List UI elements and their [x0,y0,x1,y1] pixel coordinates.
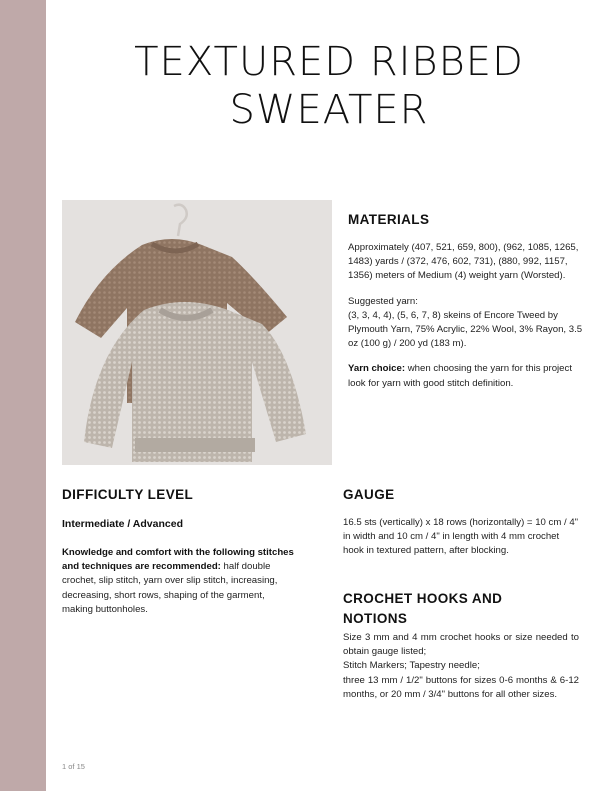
techniques-text: half double crochet, slip stitch, yarn over slip stitch, increasing, decreasing, short rows, shaping of the garment, making buttonholes. [62,561,278,615]
techniques-label: Knowledge and comfort with the following stitches and techniques are recommended: [62,547,294,573]
gauge-body: 16.5 sts (vertically) x 18 rows (horizontally) = 10 cm / 4" in width and 10 cm / 4" in length with 4 mm crochet hook in textured pattern, after blocking. [343,517,579,557]
materials-yardage: Approximately (407, 521, 659, 800), (962, 1085, 1265, 1483) yards / (372, 476, 602, 731), (880, 992, 1157, 1356) meters of Medium (4) weight yarn (Worsted). [348,242,579,282]
page-number: 1 of 15 [62,762,85,771]
difficulty-heading: DIFFICULTY LEVEL [62,487,194,502]
hooks-heading [343,589,502,629]
hooks-buttons: three 13 mm / 1/2" buttons for sizes 0-6 months & 6-12 months, or 20 mm / 3/4" buttons for all other sizes. [343,674,579,700]
side-accent-bar [0,0,46,791]
hooks-notions: Stitch Markers; Tapestry needle; [343,660,480,672]
page-title [46,38,612,134]
suggested-yarn-label: Suggested yarn: [348,295,418,307]
title-line-1: TEXTURED RIBBED [134,39,524,85]
hooks-sizes: Size 3 mm and 4 mm crochet hooks or size needed to obtain gauge listed; [343,632,579,658]
title-line-2: SWEATER [229,87,429,133]
materials-heading: MATERIALS [348,212,430,227]
difficulty-techniques [62,546,294,617]
difficulty-level: Intermediate / Advanced [62,518,183,530]
sweater-illustration [62,200,332,465]
materials-yarn-choice [348,362,584,390]
materials-body [348,241,584,402]
yarn-choice-label: Yarn choice: [348,363,406,375]
gauge-heading: GAUGE [343,487,395,502]
sweater-photo [62,200,332,465]
suggested-yarn-text: (3, 3, 4, 4), (5, 6, 7, 8) skeins of Encore Tweed by Plymouth Yarn, 75% Acrylic, 22% Wool, 3% Rayon, 3.5 oz (100 g) / 200 yd (183 m). [348,309,583,350]
hooks-heading-line-2: NOTIONS [343,611,408,626]
hooks-body [343,631,579,702]
difficulty-body [62,546,294,628]
hooks-heading-line-1: CROCHET HOOKS AND [343,591,503,606]
materials-suggested-yarn [348,295,584,352]
yarn-choice-text: when choosing the yarn for this project look for yarn with good stitch definition. [348,363,572,389]
